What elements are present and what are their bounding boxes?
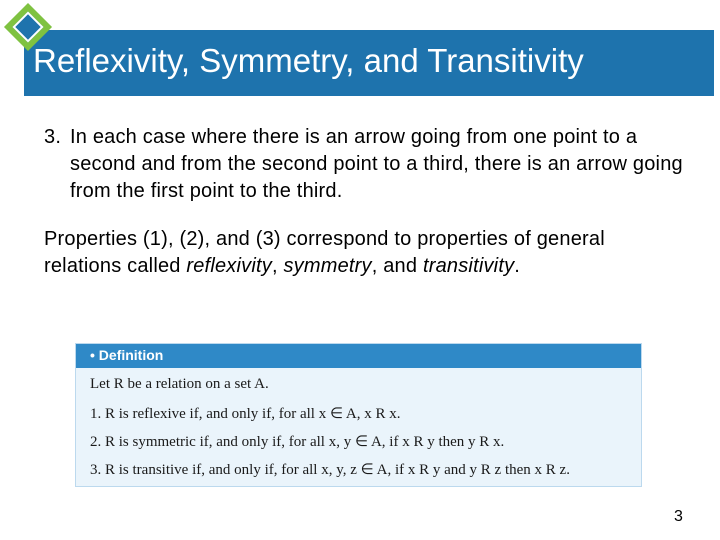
definition-box <box>75 343 642 487</box>
definition-intro: Let R be a relation on a set A. <box>90 376 269 392</box>
term-symmetry: symmetry <box>283 255 372 277</box>
page-number: 3 <box>674 508 683 525</box>
definition-header-text: • Definition <box>90 347 164 363</box>
properties-prefix: Properties (1), (2), and (3) correspond to properties of general relations called <box>44 228 605 277</box>
properties-sep2: , and <box>371 255 423 277</box>
point-three <box>44 124 684 205</box>
definition-item-2: 2. R is symmetric if, and only if, for all x, y ∈ A, if x R y then y R x. <box>90 434 505 450</box>
term-transitivity: transitivity <box>422 255 515 277</box>
definition-header <box>76 344 641 368</box>
diamond-inner-icon <box>12 11 43 42</box>
title-bar <box>24 30 714 96</box>
properties-suffix: . <box>514 255 521 277</box>
point-number: 3. <box>44 126 62 148</box>
definition-item-3: 3. R is transitive if, and only if, for all x, y, z ∈ A, if x R y and y R z then x R z. <box>90 462 570 478</box>
definition-item-1: 1. R is reflexive if, and only if, for all x ∈ A, x R x. <box>90 406 401 422</box>
slide-title: Reflexivity, Symmetry, and Transitivity <box>33 42 584 79</box>
properties-paragraph <box>44 226 684 280</box>
point-text: In each case where there is an arrow going from one point to a second and from the second point to a third, there is an arrow going from the first point to the third. <box>70 126 683 202</box>
term-reflexivity: reflexivity <box>186 255 272 277</box>
properties-sep1: , <box>271 255 284 277</box>
